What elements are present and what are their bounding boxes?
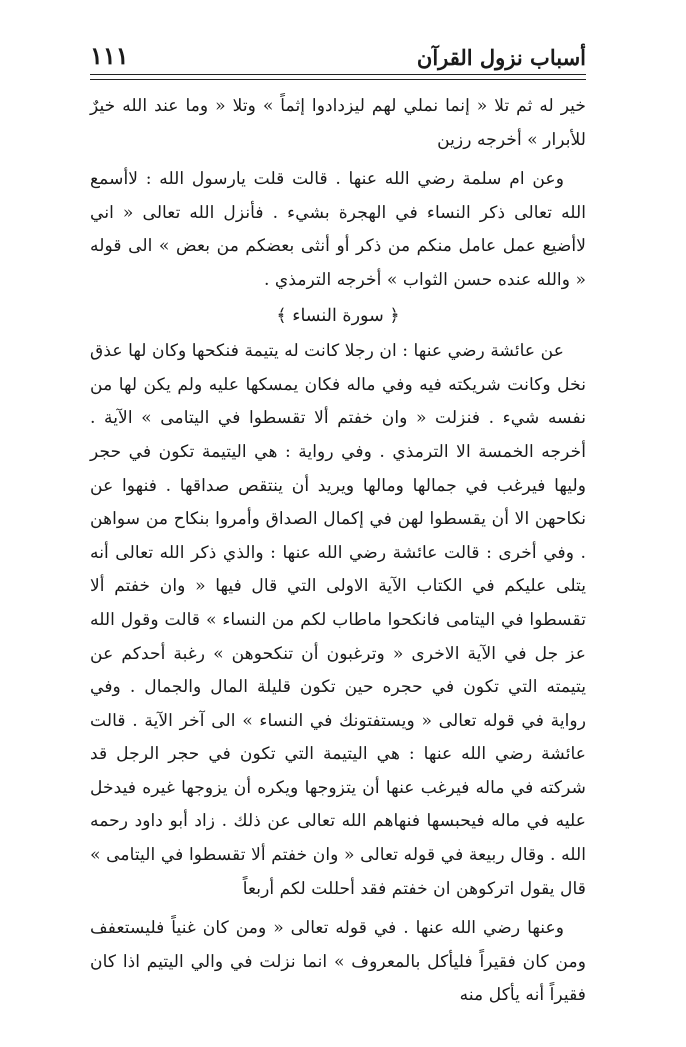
paragraph: وعنها رضي الله عنها . في قوله تعالى « ومن كان غنياً فليستعفف ومن كان فقيراً فليأكل بالمعروف » انما نزلت في والي اليتيم اذا كان فقيراً أنه يأكل منه [90, 918, 586, 1006]
header-rule-top [90, 74, 586, 75]
page-number: ١١١ [90, 41, 129, 70]
page-header [90, 30, 586, 70]
paragraph: عن عائشة رضي عنها : ان رجلا كانت له يتيمة فنكحها وكان لها عذق نخل وكانت شريكته فيه وفي ماله فكان يمسكها عليه ولم يكن لها من نفسه شيء . فنزلت « وان خفتم ألا تقسطوا في اليتامى » الآية . أخرجه الخمسة الا الترمذي . وفي رواية : هي اليتيمة تكون في حجر وليها فيرغب في جمالها ومالها ويريد أن ينتقص صداقها . فنهوا عن نكاحهن الا أن يقسطوا لهن في إكمال الصداق وأمروا بنكاح من سواهن . وفي أخرى : قالت عائشة رضي الله عنها : والذي ذكر الله تعالى أنه يتلى عليكم في الكتاب الآية الاولى التي قال فيها « وان خفتم ألا تقسطوا في اليتامى فانكحوا ماطاب لكم من النساء » قالت وقول الله عز جل في الآية الاخرى « وترغبون أن تنكحوهن » رغبة أحدكم عن يتيمته التي تكون في حجره حين تكون قليلة المال والجمال . وفي رواية في قوله تعالى « ويستفتونك في النساء » الى آخر الآية . قالت عائشة رضي الله عنها : هي اليتيمة التي تكون في حجر الرجل قد شركته في ماله فيرغب عنها أن يتزوجها ويكره أن يزوجها غيره فيدخل عليه في ماله فيحبسها فنهاهم الله تعالى عن ذلك . زاد أبو داود رحمه الله . وقال ربيعة في قوله تعالى « وان خفتم ألا تقسطوا في اليتامى » قال يقول اتركوهن ان خفتم فقد أحللت لكم أربعاً [90, 341, 586, 899]
header-rule-bottom [90, 79, 586, 80]
section-heading: ﴿ سورة النساء ﴾ [276, 305, 400, 326]
paragraph: وعن ام سلمة رضي الله عنها . قالت قلت يارسول الله : لاأسمع الله تعالى ذكر النساء في الهجرة بشيء . فأنزل الله تعالى « اني لاأضيع عمل عامل منكم من ذكر أو أنثى بعضكم من بعض » الى قوله « والله عنده حسن الثواب » أخرجه الترمذي . [90, 169, 586, 290]
page-body [90, 90, 586, 1013]
running-title: أسباب نزول القرآن [416, 45, 586, 70]
paragraph: خير له ثم تلا « إنما نملي لهم ليزدادوا إثماً » وتلا « وما عند الله خيرٌ للأبرار » أخرجه رزين [90, 96, 586, 150]
